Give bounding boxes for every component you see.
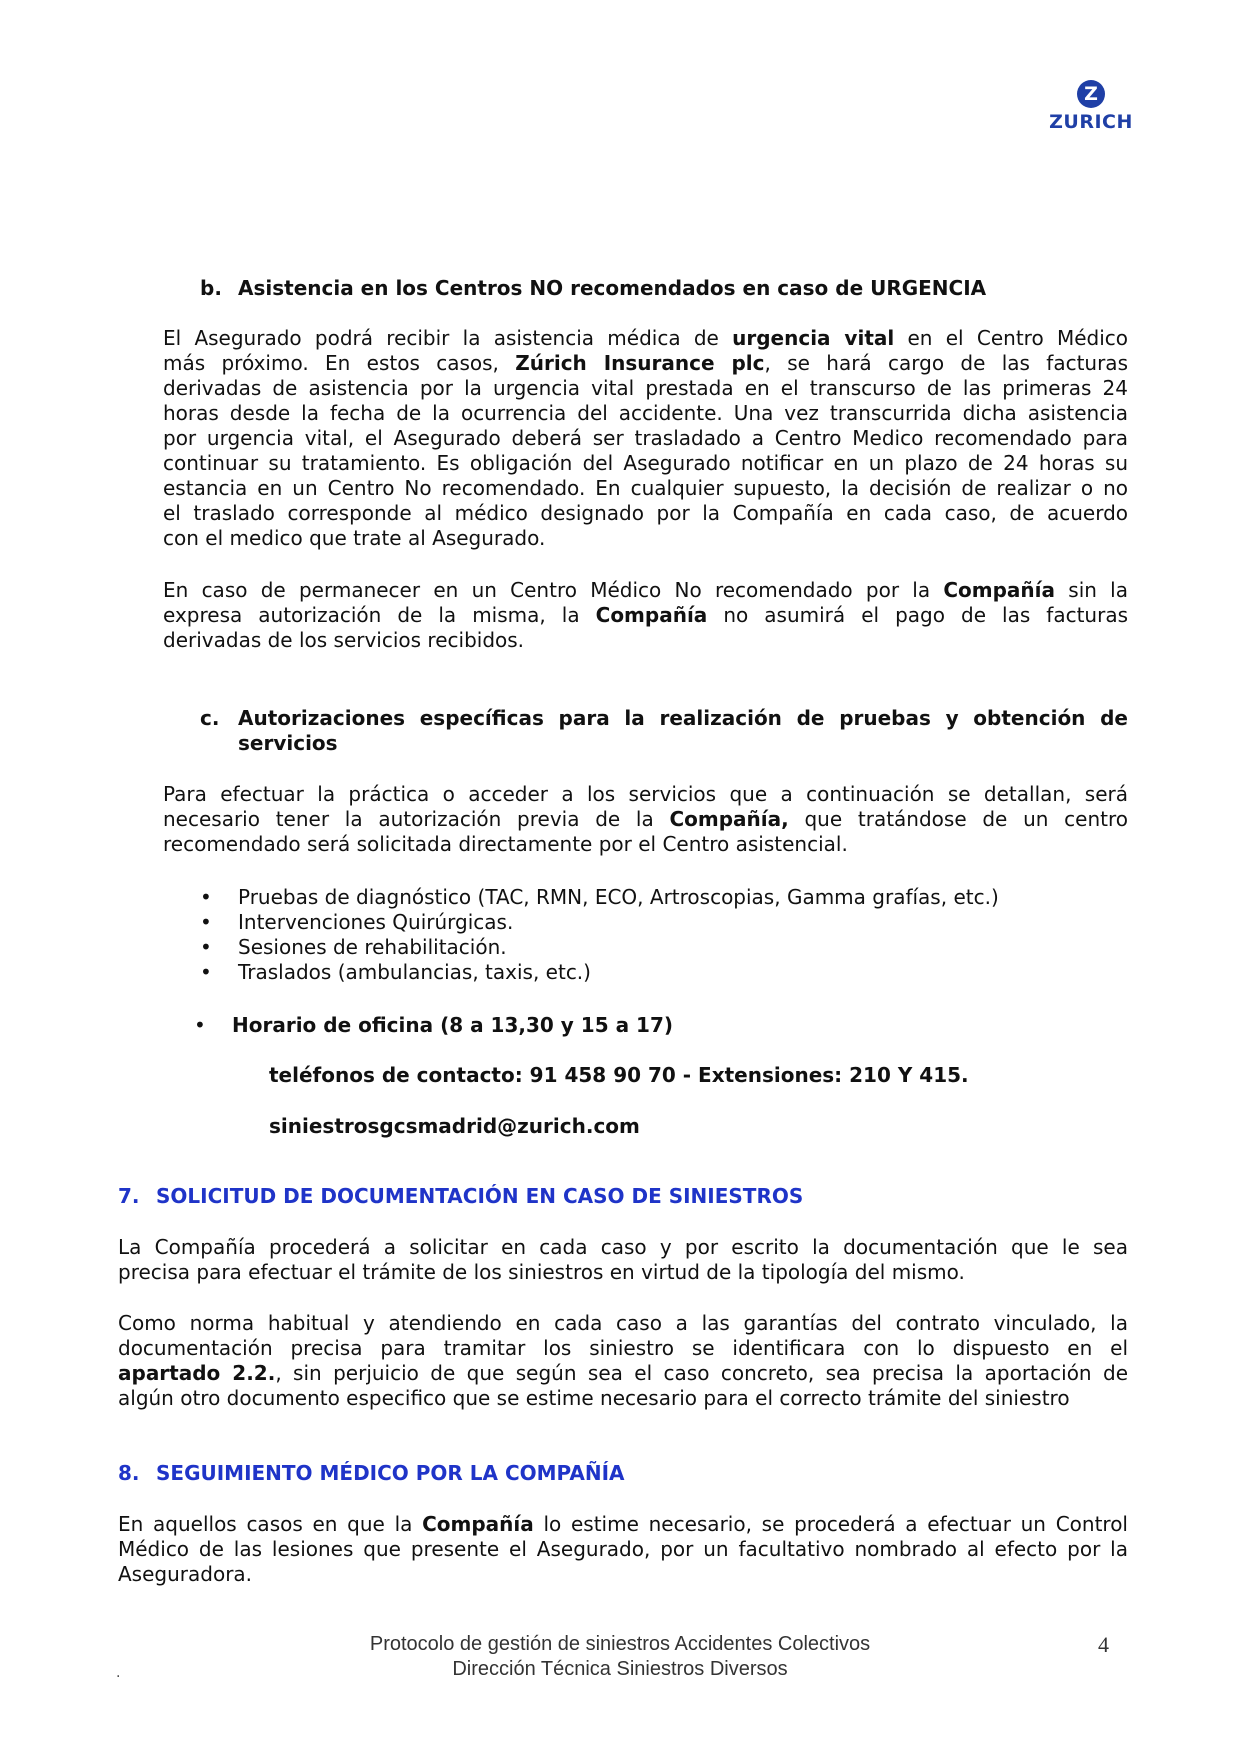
paragraph-autorizaciones: Para efectuar la práctica o acceder a los servicios que a continuación se detallan, será necesario tener la autorización previa de la Compañía, que tratándose de un centro recomendado será solicitada directamente por el Centro asistencial. xyxy=(163,782,1129,856)
paragraph-permanencia: En caso de permanecer en un Centro Médico No recomendado por la Compañía sin la expresa autorización de la misma, la Compañía no asumirá el pago de las facturas derivadas de los servicios recibidos. xyxy=(163,578,1129,652)
paragraph-urgencia: El Asegurado podrá recibir la asistencia médica de urgencia vital en el Centro Médico más próximo. En estos casos, Zúrich Insurance plc, se hará cargo de las facturas derivadas de asistencia por la urgencia vital prestada en el transcurso de las primeras 24 horas desde la fecha de la ocurrencia del accidente. Una vez transcurrida dicha asistencia por urgencia vital, el Asegurado deberá ser trasladado a Centro Medico recomendado para continuar su tratamiento. Es obligación del Asegurado notificar en un plazo de 24 horas su estancia en un Centro No recomendado. En cualquier supuesto, la decisión de realizar o no el traslado corresponde al médico designado por la Compañía en cada caso, de acuerdo con el medico que trate al Asegurado. xyxy=(163,326,1128,550)
zurich-logo-text: ZURICH xyxy=(1049,111,1133,133)
list-item: • Pruebas de diagnóstico (TAC, RMN, ECO, Artroscopias, Gamma grafías, etc.) xyxy=(200,885,999,910)
zurich-logo xyxy=(1046,80,1136,133)
zurich-logo-mark: Z xyxy=(1077,80,1105,108)
heading-c: c. Autorizaciones específicas para la realización de pruebas y obtención de servicios xyxy=(200,706,1128,755)
contact-email: siniestrosgcsmadrid@zurich.com xyxy=(269,1114,640,1138)
paragraph-seguimiento: En aquellos casos en que la Compañía lo estime necesario, se procederá a efectuar un Control Médico de las lesiones que presente el Asegurado, por un facultativo nombrado al efecto por la Aseguradora. xyxy=(118,1512,1128,1586)
page-number: 4 xyxy=(1098,1632,1109,1657)
heading-b: b. Asistencia en los Centros NO recomendados en caso de URGENCIA xyxy=(200,276,987,300)
contact-phones: teléfonos de contacto: 91 458 90 70 - Extensiones: 210 Y 415. xyxy=(269,1063,969,1087)
heading-section-8: 8. SEGUIMIENTO MÉDICO POR LA COMPAÑÍA xyxy=(118,1461,625,1485)
paragraph-norma-habitual: Como norma habitual y atendiendo en cada caso a las garantías del contrato vinculado, la documentación precisa para tramitar los siniestro se identificara con lo dispuesto en el apartado 2.2., sin perjuicio de que según sea el caso concreto, sea precisa la aportación de algún otro documento especifico que se estime necesario para el correcto trámite del siniestro xyxy=(118,1311,1128,1410)
list-item: • Intervenciones Quirúrgicas. xyxy=(200,910,999,935)
services-list xyxy=(200,885,999,985)
heading-section-7: 7. SOLICITUD DE DOCUMENTACIÓN EN CASO DE SINIESTROS xyxy=(118,1184,804,1208)
office-hours: • Horario de oficina (8 a 13,30 y 15 a 17) xyxy=(232,1013,673,1038)
footer-subtitle: Dirección Técnica Siniestros Diversos xyxy=(452,1658,788,1680)
footer xyxy=(0,1632,1240,1682)
paragraph-solicitud: La Compañía procederá a solicitar en cada caso y por escrito la documentación que le sea precisa para efectuar el trámite de los siniestros en virtud de la tipología del mismo. xyxy=(118,1235,1128,1284)
footer-mark: . xyxy=(116,1665,121,1681)
footer-title: Protocolo de gestión de siniestros Accidentes Colectivos xyxy=(369,1633,871,1655)
list-item: • Sesiones de rehabilitación. xyxy=(200,935,999,960)
list-item: • Traslados (ambulancias, taxis, etc.) xyxy=(200,960,999,985)
